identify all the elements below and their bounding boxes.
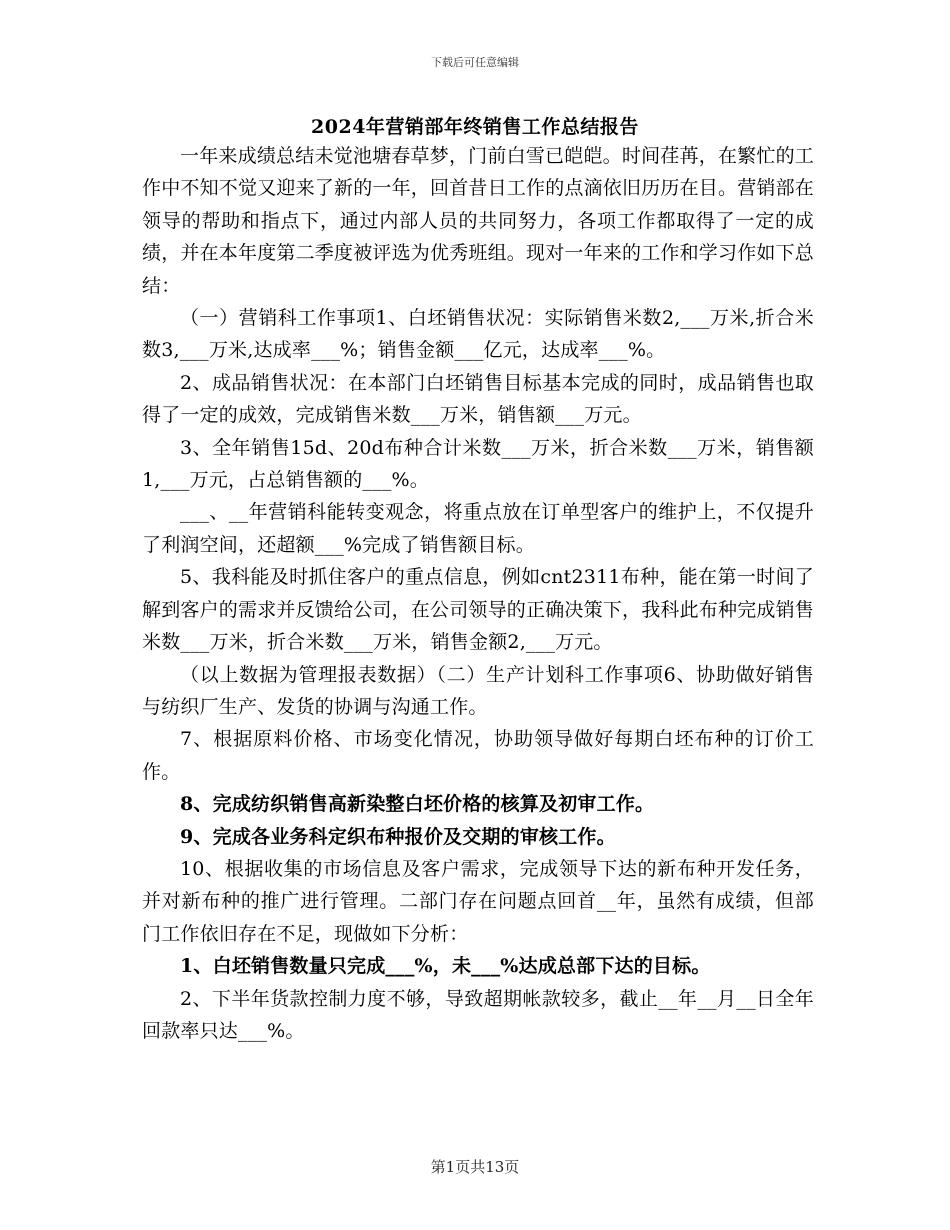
paragraph: 一年来成绩总结未觉池塘春草梦，门前白雪已皑皑。时间荏苒，在繁忙的工作中不知不觉又迎来了新的一年，回首昔日工作的点滴依旧历历在目。营销部在领导的帮助和指点下，通过内部人员的共同努力，各项工作都取得了一定的成绩，并在本年度第二季度被评选为优秀班组。现对一年来的工作和学习作如下总结： (142, 145, 815, 297)
paragraph: 2、成品销售状况：在本部门白坯销售目标基本完成的同时，成品销售也取得了一定的成效，完成销售米数___万米，销售额___万元。 (142, 371, 814, 427)
paragraph: 7、根据原料价格、市场变化情况，协助领导做好每期白坯布种的订价工作。 (142, 728, 814, 783)
paragraph-bold: 9、完成各业务科定织布种报价及交期的审核工作。 (180, 825, 616, 848)
paragraph-bold: 8、完成纺织销售高新染整白坯价格的核算及初审工作。 (180, 793, 655, 816)
paragraph: （以上数据为管理报表数据）（二）生产计划科工作事项6、协助做好销售与纺织厂生产、发货的协调与沟通工作。 (142, 663, 814, 718)
document-body (142, 140, 814, 1047)
paragraph: （一）营销科工作事项1、白坯销售状况：实际销售米数2,___万米,折合米数3,___万米,达成率___%；销售金额___亿元，达成率___%。 (142, 307, 814, 362)
paragraph: ___、__年营销科能转变观念，将重点放在订单型客户的维护上，不仅提升了利润空间，还超额___%完成了销售额目标。 (142, 501, 814, 556)
paragraph: 3、全年销售15d、20d布种合计米数___万米，折合米数___万米，销售额1,___万元，占总销售额的___%。 (142, 436, 814, 492)
paragraph: 10、根据收集的市场信息及客户需求，完成领导下达的新布种开发任务，并对新布种的推广进行管理。二部门存在问题点回首__年，虽然有成绩，但部门工作依旧存在不足，现做如下分析： (142, 857, 814, 945)
paragraph-bold: 1、白坯销售数量只完成___%，未___%达成总部下达的目标。 (180, 955, 711, 978)
document-title: 2024年营销部年终销售工作总结报告 (311, 116, 639, 138)
paragraph: 2、下半年货款控制力度不够，导致超期帐款较多，截止__年__月__日全年回款率只达___%。 (142, 987, 814, 1042)
header-note: 下载后可任意编辑 (431, 56, 519, 69)
page-footer: 第1页共13页 (430, 1158, 520, 1176)
paragraph: 5、我科能及时抓住客户的重点信息，例如cnt2311布种，能在第一时间了解到客户的需求并反馈给公司，在公司领导的正确决策下，我科此布种完成销售米数___万米，折合米数___万米，销售金额2,___万元。 (142, 566, 815, 654)
